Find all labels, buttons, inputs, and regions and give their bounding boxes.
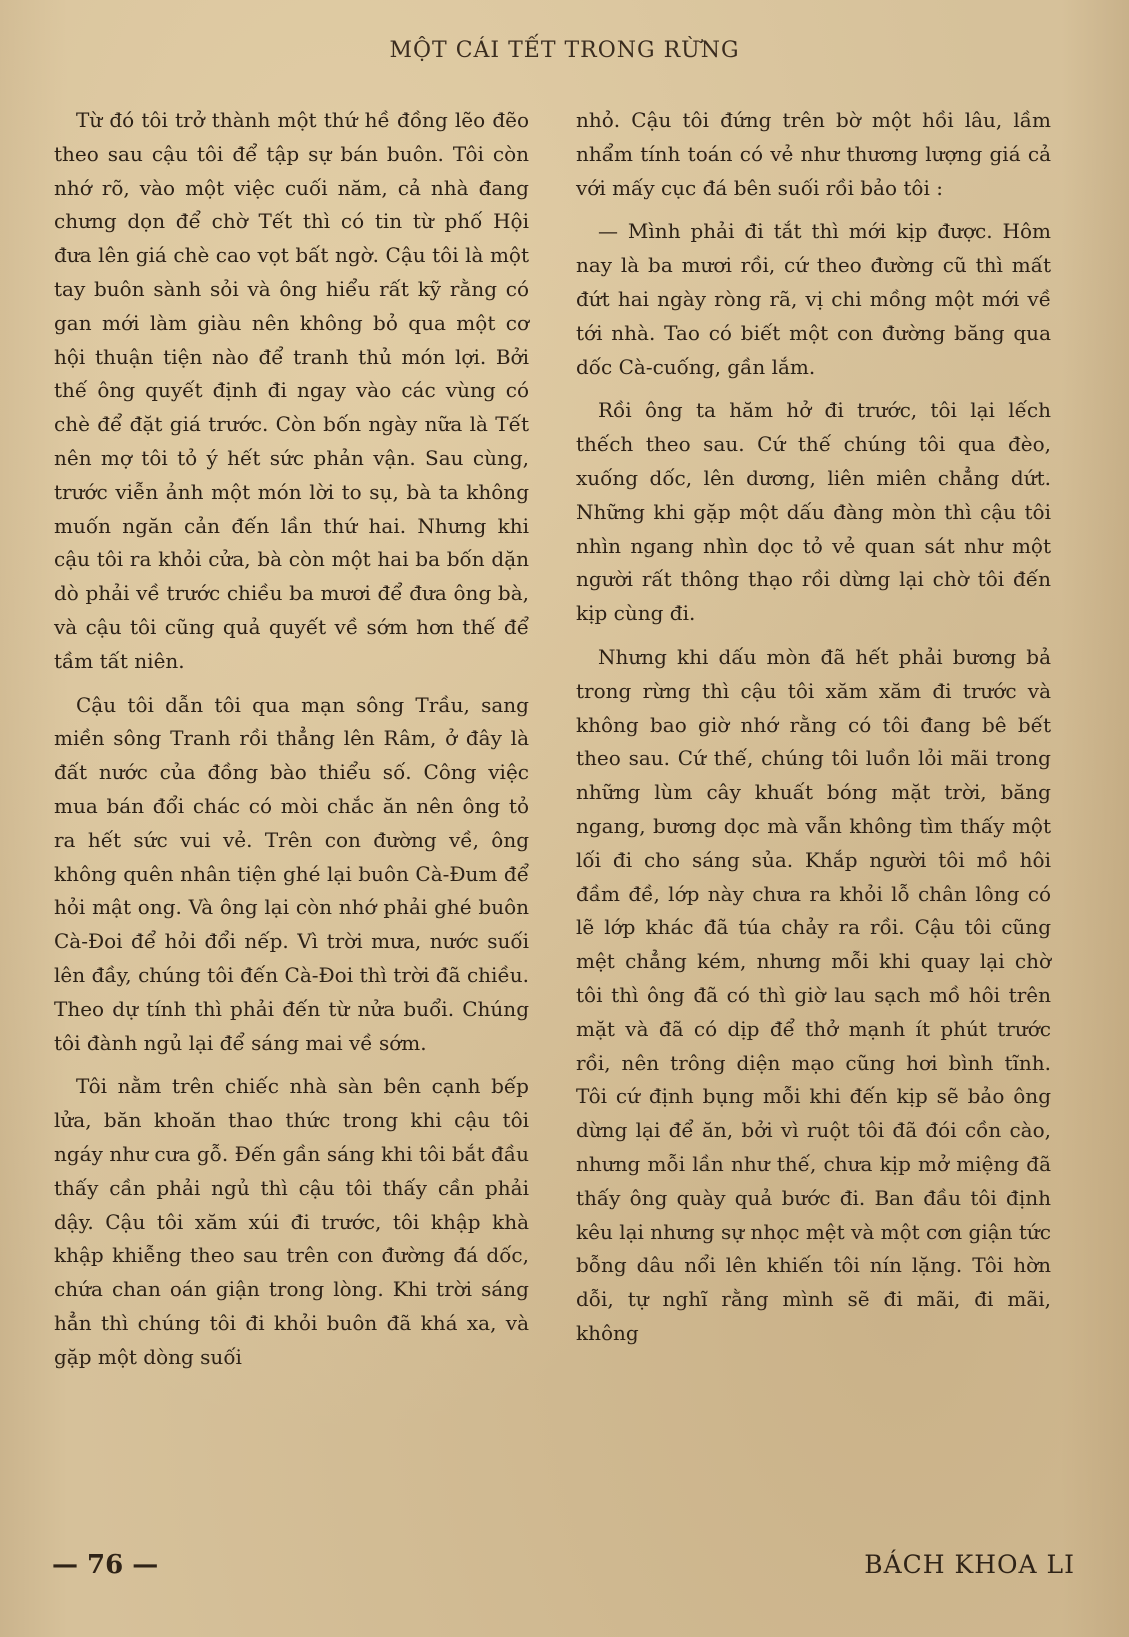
dialogue-paragraph: — Mình phải đi tắt thì mới kịp được. Hôm nay là ba mươi rồi, cứ theo đường cũ thì mất đứt hai ngày ròng rã, vị chi mồng một mới về tới nhà. Tao có biết một con đường băng qua dốc Cà-cuống, gần lắm.	[576, 219, 1051, 379]
paragraph: Rồi ông ta hăm hở đi trước, tôi lại lếch thếch theo sau. Cứ thế chúng tôi qua đèo, xuống dốc, lên dương, liên miên chẳng dứt. Những khi gặp một dấu đàng mòn thì cậu tôi nhìn ngang nhìn dọc tỏ vẻ quan sát như một người rất thông thạo rồi dừng lại chờ tôi đến kịp cùng đi.	[576, 398, 1051, 626]
left-column	[54, 104, 529, 1384]
page-footer	[0, 1550, 1129, 1590]
page-number: — 76 —	[52, 1550, 159, 1580]
running-title: MỘT CÁI TẾT TRONG RỪNG	[389, 38, 740, 63]
journal-name: BÁCH KHOA LI	[864, 1550, 1075, 1579]
paragraph: nhỏ. Cậu tôi đứng trên bờ một hồi lâu, lầm nhẩm tính toán có vẻ như thương lượng giá cả với mấy cục đá bên suối rồi bảo tôi :	[576, 108, 1051, 200]
paragraph: Tôi nằm trên chiếc nhà sàn bên cạnh bếp lửa, băn khoăn thao thức trong khi cậu tôi ngáy như cưa gỗ. Đến gần sáng khi tôi bắt đầu thấy cần phải ngủ thì cậu tôi thấy cần phải dậy. Cậu tôi xăm xúi đi trước, tôi khập khà khập khiễng theo sau trên con đường đá dốc, chứa chan oán giận trong lòng. Khi trời sáng hẳn thì chúng tôi đi khỏi buôn đã khá xa, và gặp một dòng suối	[54, 1074, 529, 1369]
paragraph: Nhưng khi dấu mòn đã hết phải bương bả trong rừng thì cậu tôi xăm xăm đi trước và không bao giờ nhớ rằng có tôi đang bê bết theo sau. Cứ thế, chúng tôi luồn lỏi mãi trong những lùm cây khuất bóng mặt trời, băng ngang, bương dọc mà vẫn không tìm thấy một lối đi cho sáng sủa. Khắp người tôi mồ hôi đầm đề, lớp này chưa ra khỏi lỗ chân lông có lẽ lớp khác đã túa chảy ra rồi. Cậu tôi cũng mệt chẳng kém, nhưng mỗi khi quay lại chờ tôi thì ông đã có thì giờ lau sạch mồ hôi trên mặt và đã có dịp để thở mạnh ít phút trước rồi, nên trông diện mạo cũng hơi bình tĩnh. Tôi cứ định bụng mỗi khi đến kịp sẽ bảo ông dừng lại để ăn, bởi vì ruột tôi đã đói cồn cào, nhưng mỗi lần như thế, chưa kịp mở miệng đã thấy ông quày quả bước đi. Ban đầu tôi định kêu lại nhưng sự nhọc mệt và một cơn giận tức bỗng dâu nổi lên khiến tôi nín lặng. Tôi hờn dỗi, tự nghĩ rằng mình sẽ đi mãi, đi mãi, không	[576, 644, 1051, 1345]
paragraph: Cậu tôi dẫn tôi qua mạn sông Trầu, sang miền sông Tranh rồi thẳng lên Râm, ở đây là đất nước của đồng bào thiểu số. Công việc mua bán đổi chác có mòi chắc ăn nên ông tỏ ra hết sức vui vẻ. Trên con đường về, ông không quên nhân tiện ghé lại buôn Cà-Đum để hỏi mật ong. Và ông lại còn nhớ phải ghé buôn Cà-Đoi để hỏi đổi nếp. Vì trời mưa, nước suối lên đầy, chúng tôi đến Cà-Đoi thì trời đã chiều. Theo dự tính thì phải đến từ nửa buổi. Chúng tôi đành ngủ lại để sáng mai về sớm.	[54, 692, 529, 1055]
right-column	[576, 104, 1051, 1361]
paragraph: Từ đó tôi trở thành một thứ hề đồng lẽo đẽo theo sau cậu tôi để tập sự bán buôn. Tôi còn nhớ rõ, vào một việc cuối năm, cả nhà đang chưng dọn để chờ Tết thì có tin từ phố Hội đưa lên giá chè cao vọt bất ngờ. Cậu tôi là một tay buôn sành sỏi và ông hiểu rất kỹ rằng có gan mới làm giàu nên không bỏ qua một cơ hội thuận tiện nào để tranh thủ món lợi. Bởi thế ông quyết định đi ngay vào các vùng có chè để đặt giá trước. Còn bốn ngày nữa là Tết nên mợ tôi tỏ ý hết sức phản vận. Sau cùng, trước viễn ảnh một món lời to sụ, bà ta không muốn ngăn cản đến lần thứ hai. Nhưng khi cậu tôi ra khỏi cửa, bà còn một hai ba bốn dặn dò phải về trước chiều ba mươi để đưa ông bà, và cậu tôi cũng quả quyết về sớm hơn thế để tầm tất niên.	[54, 108, 529, 673]
